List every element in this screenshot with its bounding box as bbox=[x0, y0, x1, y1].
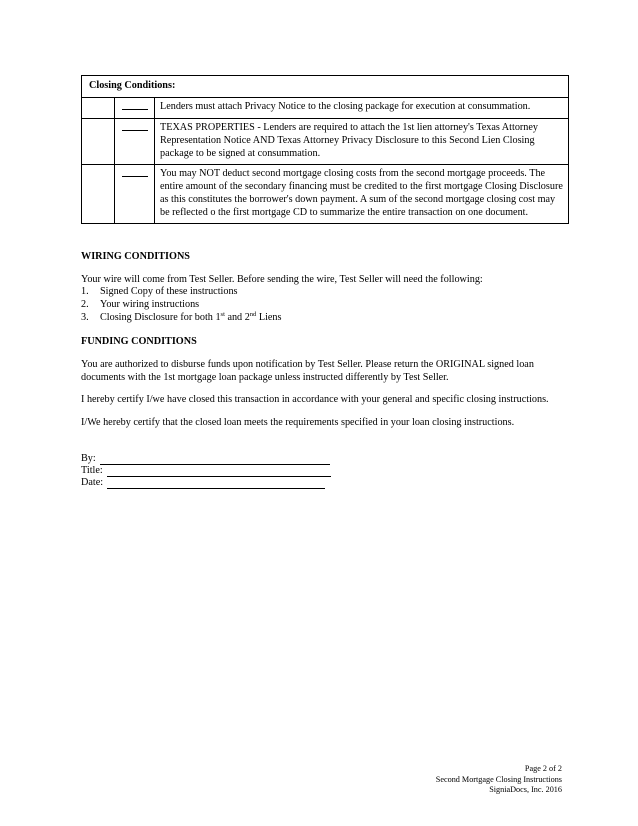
list-text-part: and 2 bbox=[224, 312, 250, 323]
list-text: Your wiring instructions bbox=[100, 298, 200, 310]
condition-text: Lenders must attach Privacy Notice to the closing package for execution at consummation. bbox=[155, 98, 569, 119]
wiring-conditions-title: WIRING CONDITIONS bbox=[81, 251, 190, 262]
by-blank[interactable] bbox=[100, 455, 330, 465]
initial-line bbox=[122, 100, 148, 110]
funding-paragraph: You are authorized to disburse funds upon notification by Test Seller. Please return the ORIGINAL signed loan documents with the 1st mortgage loan package unless instructed differently by Test Seller. bbox=[81, 359, 534, 384]
condition-empty-cell bbox=[82, 119, 115, 165]
closing-conditions-header-row bbox=[82, 76, 569, 98]
page-footer bbox=[436, 764, 562, 796]
list-item bbox=[81, 285, 561, 298]
signature-date-line bbox=[81, 477, 331, 489]
certify-loan-paragraph: I/We hereby certify that the closed loan meets the requirements specified in your loan closing instructions. bbox=[81, 417, 515, 428]
condition-initial-blank bbox=[115, 165, 155, 224]
wiring-requirements-list bbox=[81, 285, 561, 324]
condition-row bbox=[82, 165, 569, 224]
date-blank[interactable] bbox=[107, 479, 325, 489]
closing-conditions-table bbox=[81, 75, 569, 224]
list-item bbox=[81, 298, 561, 311]
wiring-intro: Your wire will come from Test Seller. Before sending the wire, Test Seller will need the following: bbox=[81, 274, 483, 285]
footer-company: SigniaDocs, Inc. 2016 bbox=[489, 785, 562, 794]
list-text: Signed Copy of these instructions bbox=[100, 286, 238, 297]
list-number: 1. bbox=[81, 286, 89, 297]
date-label: Date: bbox=[81, 476, 104, 488]
condition-text: TEXAS PROPERTIES - Lenders are required to attach the 1st lien attorney's Texas Attorney Representation Notice AND Texas Attorney Privacy Disclosure to this Second Lien Closing package to be signed at consummation. bbox=[155, 119, 569, 165]
title-blank[interactable] bbox=[107, 467, 331, 477]
signature-title-line bbox=[81, 465, 331, 477]
funding-conditions-title: FUNDING CONDITIONS bbox=[81, 336, 197, 347]
list-number: 2. bbox=[81, 298, 89, 310]
condition-initial-blank bbox=[115, 119, 155, 165]
condition-text: You may NOT deduct second mortgage closing costs from the second mortgage proceeds. The entire amount of the secondary financing must be credited to the first mortgage Closing Disclosure as this constitutes the borrower's down payment. A sum of the second mortgage closing cost may be reflected o the first mortgage CD to summarize the entire transaction on one document. bbox=[155, 165, 569, 224]
closing-conditions-header: Closing Conditions: bbox=[82, 76, 569, 98]
page-number: Page 2 of 2 bbox=[524, 764, 562, 773]
signature-by-line bbox=[81, 453, 331, 465]
footer-doc-title: Second Mortgage Closing Instructions bbox=[435, 774, 562, 784]
signature-block bbox=[81, 453, 331, 489]
list-text-part: Closing Disclosure for both 1 bbox=[100, 312, 221, 323]
initial-line bbox=[122, 167, 148, 177]
list-item bbox=[81, 311, 561, 324]
condition-empty-cell bbox=[82, 165, 115, 224]
condition-initial-blank bbox=[115, 98, 155, 119]
list-text-part: Liens bbox=[256, 312, 282, 323]
list-number: 3. bbox=[81, 312, 89, 323]
list-text bbox=[100, 311, 281, 324]
superscript: nd bbox=[249, 311, 257, 318]
title-label: Title: bbox=[81, 464, 103, 476]
superscript: st bbox=[220, 311, 225, 318]
by-label: By: bbox=[81, 452, 96, 464]
initial-line bbox=[122, 121, 148, 131]
condition-empty-cell bbox=[82, 98, 115, 119]
condition-row bbox=[82, 119, 569, 165]
condition-row bbox=[82, 98, 569, 119]
certify-paragraph: I hereby certify I/we have closed this transaction in accordance with your general and specific closing instructions. bbox=[81, 394, 549, 405]
